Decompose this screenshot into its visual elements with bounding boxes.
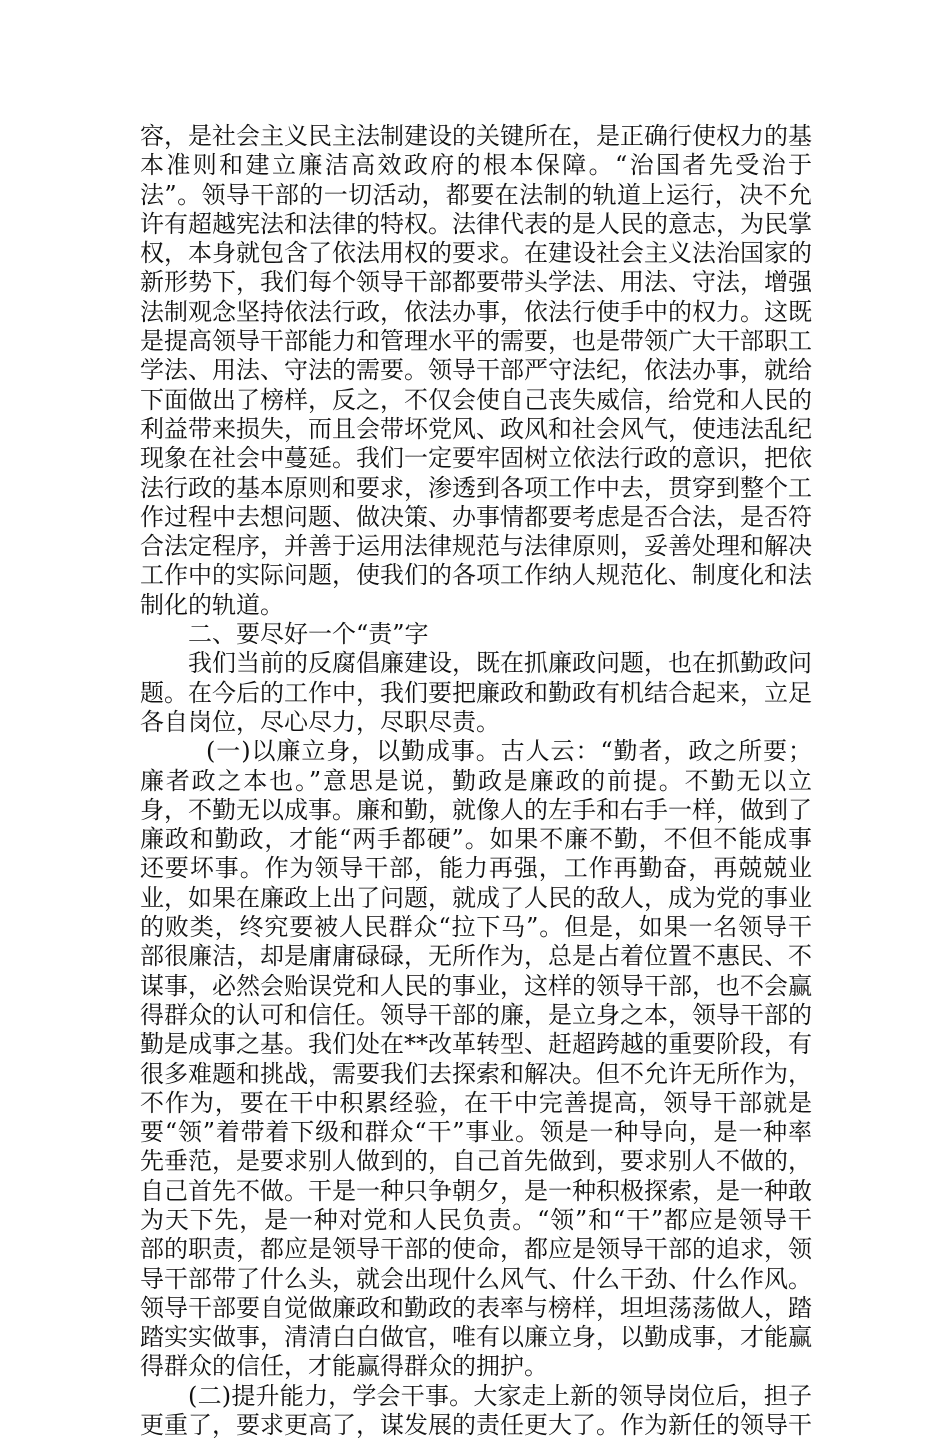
- body-paragraph: (一)以廉立身，以勤成事。古人云：“勤者，政之所要；廉者政之本也。”意思是说，勤政是廉政的前提。不勤无以立身，不勤无以成事。廉和勤，就像人的左手和右手一样，做到了廉政和勤政，才能“两手都硬”。如果不廉不勤，不但不能成事还要坏事。作为领导干部，能力再强，工作再勤奋，再兢兢业业，如果在廉政上出了问题，就成了人民的敌人，成为党的事业的败类，终究要被人民群众“拉下马”。但是，如果一名领导干部很廉洁，却是庸庸碌碌，无所作为，总是占着位置不惠民、不谋事，必然会贻误党和人民的事业，这样的领导干部，也不会赢得群众的认可和信任。领导干部的廉，是立身之本，领导干部的勤是成事之基。我们处在**改革转型、赶超跨越的重要阶段，有很多难题和挑战，需要我们去探索和解决。但不允许无所作为，不作为，要在干中积累经验，在干中完善提高，领导干部就是要“领”着带着下级和群众“干”事业。领是一种导向，是一种率先垂范，是要求别人做到的，自己首先做到，要求别人不做的，自己首先不做。干是一种只争朝夕，是一种积极探索，是一种敢为天下先，是一种对党和人民负责。“领”和“干”都应是领导干部的职责，都应是领导干部的使命，都应是领导干部的追求，领导干部带了什么头，就会出现什么风气、什么干劲、什么作风。领导干部要自觉做廉政和勤政的表率与榜样，坦坦荡荡做人，踏踏实实做事，清清白白做官，唯有以廉立身，以勤成事，才能赢得群众的信任，才能赢得群众的拥护。: [140, 737, 812, 1381]
- section-heading: 二、要尽好一个“责”字: [188, 620, 429, 649]
- body-paragraph: 我们当前的反腐倡廉建设，既在抓廉政问题，也在抓勤政问题。在今后的工作中，我们要把廉政和勤政有机结合起来，立足各自岗位，尽心尽力，尽职尽责。: [140, 649, 812, 736]
- body-paragraph: (二)提升能力，学会干事。大家走上新的领导岗位后，担子更重了，要求更高了，谋发展的责任更大了。作为新任的领导干: [140, 1381, 812, 1440]
- body-paragraph: 容，是社会主义民主法制建设的关键所在，是正确行使权力的基本准则和建立廉洁高效政府的根本保障。“治国者先受治于法”。领导干部的一切活动，都要在法制的轨道上运行，决不允许有超越宪法和法律的特权。法律代表的是人民的意志，为民掌权，本身就包含了依法用权的要求。在建设社会主义法治国家的新形势下，我们每个领导干部都要带头学法、用法、守法，增强法制观念坚持依法行政，依法办事，依法行使手中的权力。这既是提高领导干部能力和管理水平的需要，也是带领广大干部职工学法、用法、守法的需要。领导干部严守法纪，依法办事，就给下面做出了榜样，反之，不仅会使自己丧失威信，给党和人民的利益带来损失，而且会带坏党风、政风和社会风气，使违法乱纪现象在社会中蔓延。我们一定要牢固树立依法行政的意识，把依法行政的基本原则和要求，渗透到各项工作中去，贯穿到整个工作过程中去想问题、做决策、办事情都要考虑是否合法，是否符合法定程序，并善于运用法律规范与法律原则，妥善处理和解决工作中的实际问题，使我们的各项工作纳人规范化、制度化和法制化的轨道。: [140, 122, 812, 619]
- document-page: [140, 122, 812, 1440]
